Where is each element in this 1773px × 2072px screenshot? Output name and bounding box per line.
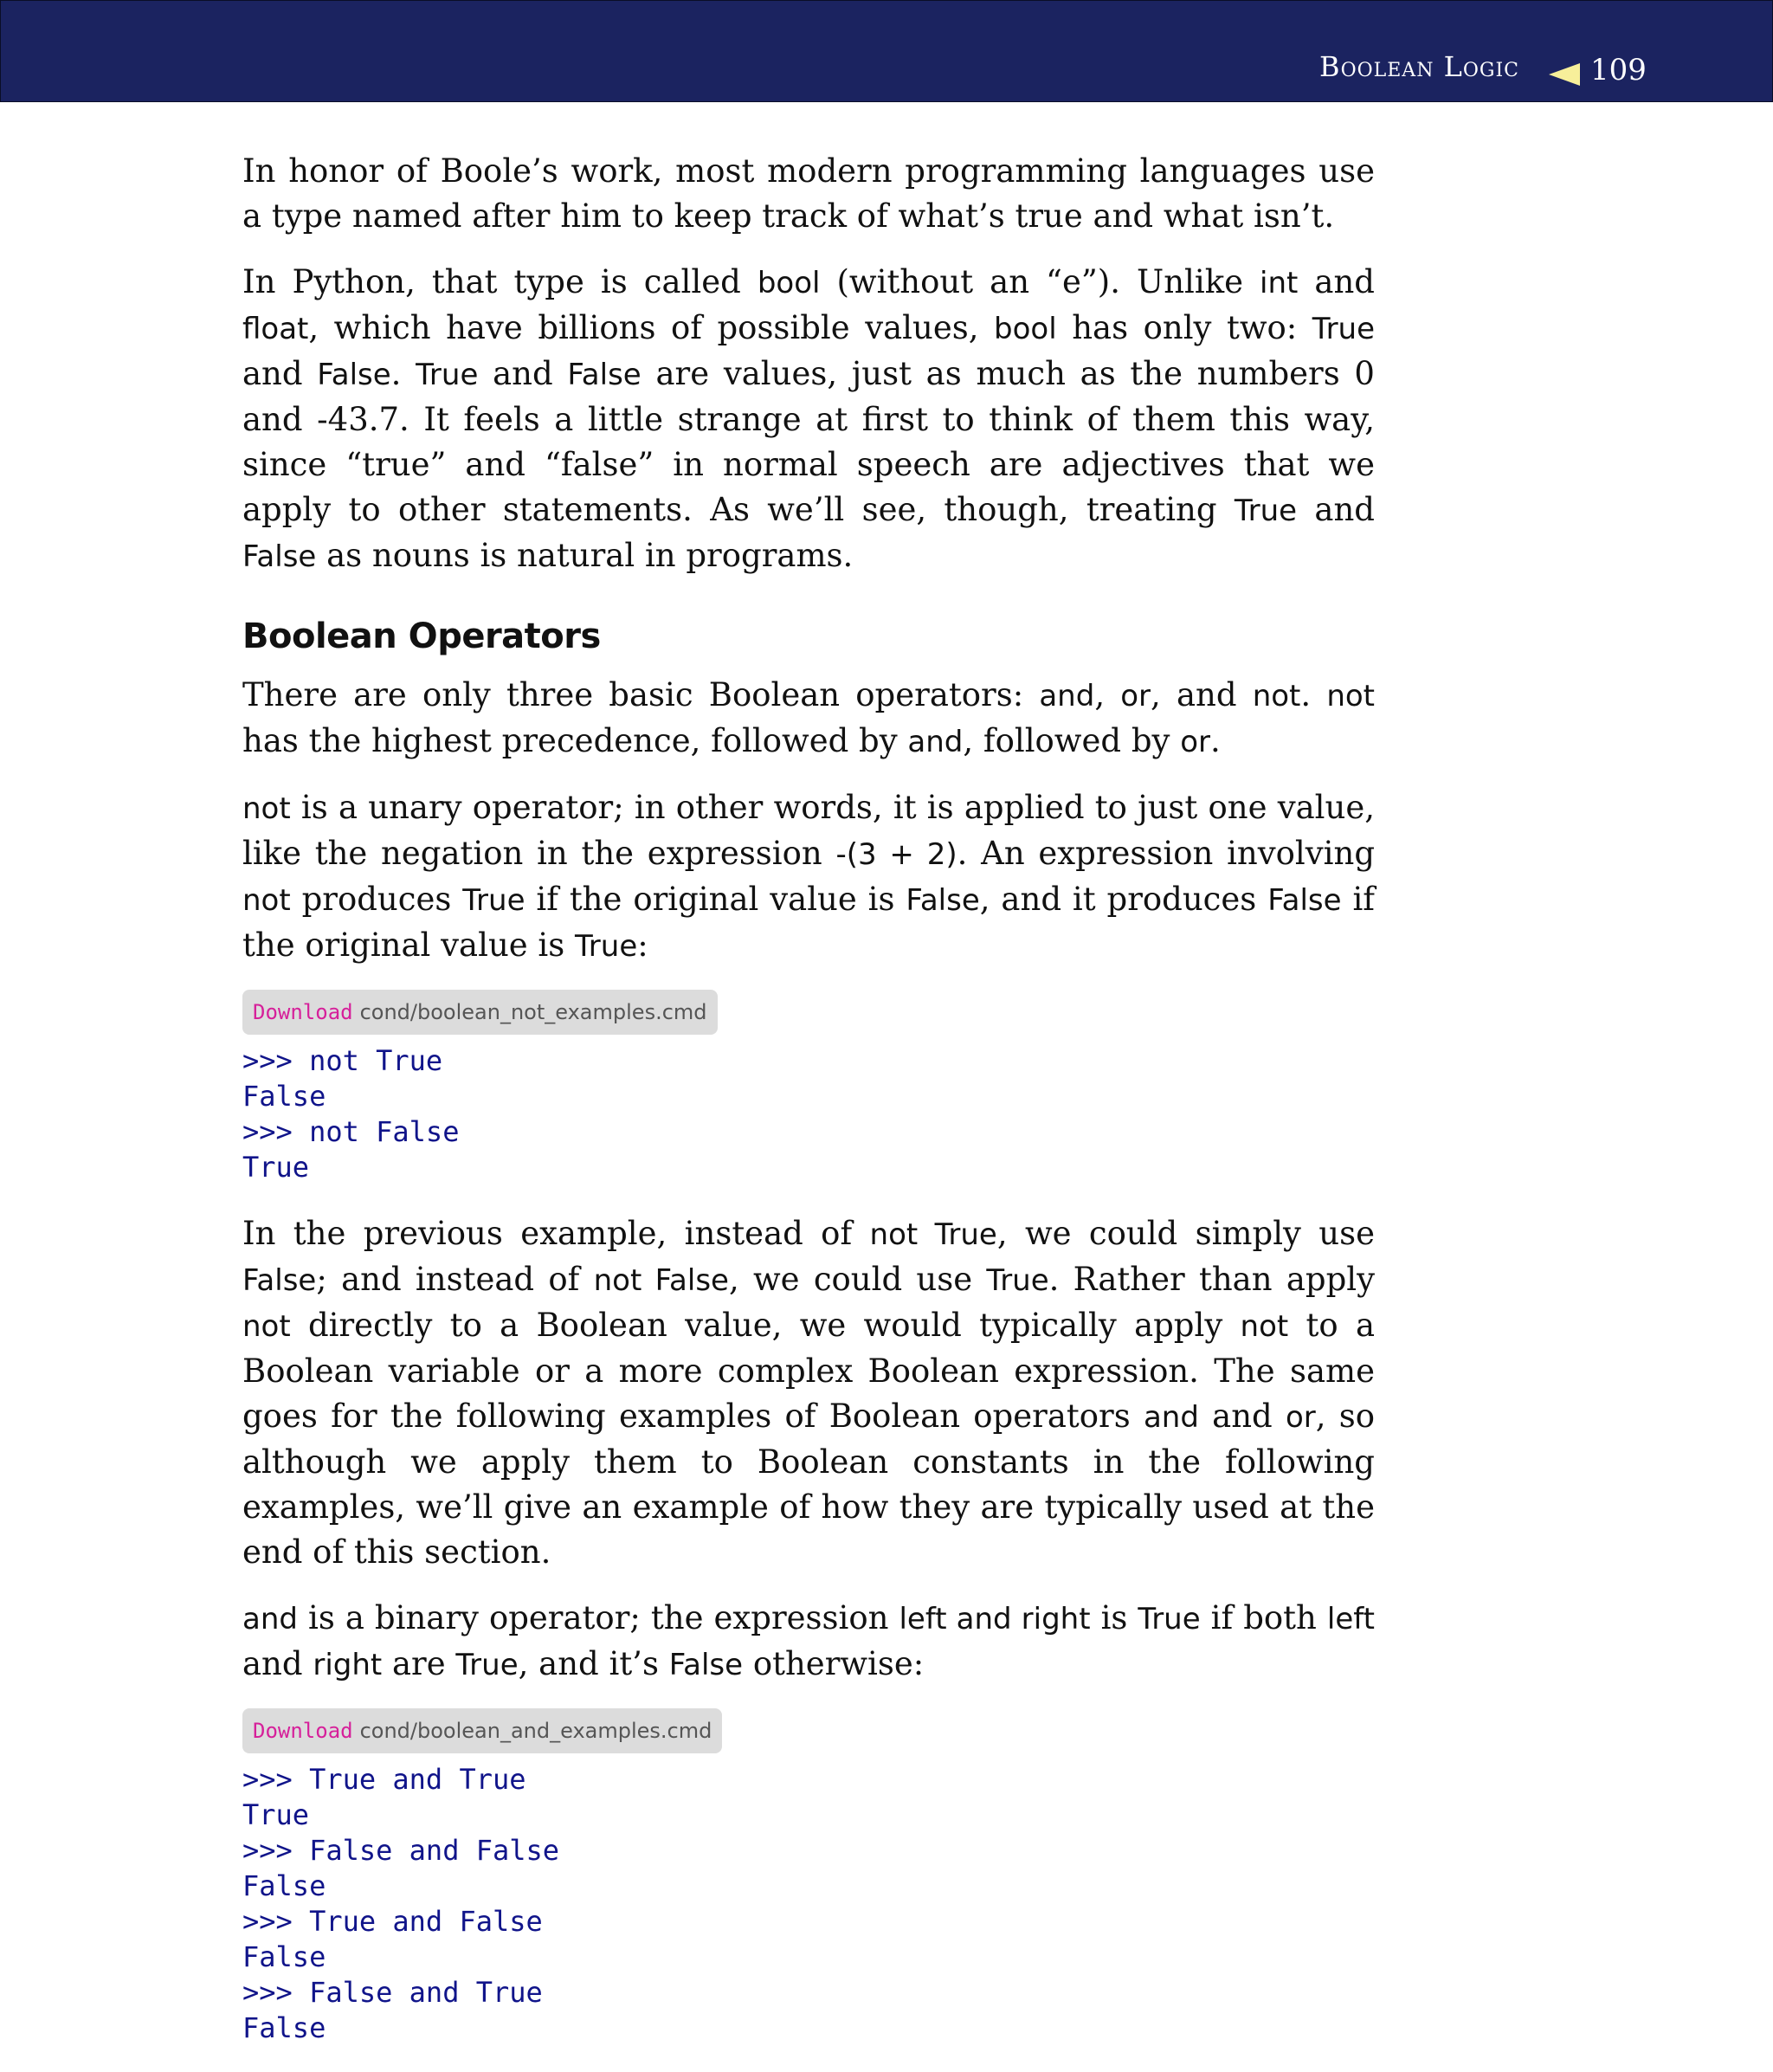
text-run: : xyxy=(637,926,648,964)
text-run: produces xyxy=(290,881,463,918)
text-run: and xyxy=(1198,1397,1286,1435)
code-line: >>> True and False xyxy=(242,1905,543,1938)
inline-code: False xyxy=(567,358,642,392)
text-run: , which have billions of possible values, xyxy=(308,309,995,346)
code-line: True xyxy=(242,1151,310,1184)
inline-code: not xyxy=(242,1309,291,1344)
inline-code: int xyxy=(1260,266,1299,300)
inline-code: False xyxy=(1267,883,1342,918)
text-run: , we could simply use xyxy=(996,1215,1376,1252)
code-line: >>> False and False xyxy=(242,1834,560,1867)
inline-code: False xyxy=(906,883,980,918)
text-run: is a binary operator; the expression xyxy=(297,1599,899,1636)
text-run: In Python, that type is called xyxy=(242,263,758,300)
download-link-and-examples[interactable] xyxy=(242,1708,722,1753)
code-line: True xyxy=(242,1798,310,1831)
text-run: . xyxy=(390,355,416,392)
inline-code: or xyxy=(1285,1400,1316,1435)
text-run: is xyxy=(1090,1599,1138,1636)
inline-code: False xyxy=(242,539,317,574)
text-run: are xyxy=(382,1645,456,1682)
page-content xyxy=(242,149,1375,2072)
inline-code: and xyxy=(1143,1400,1199,1435)
text-run: , we could use xyxy=(728,1261,987,1298)
inline-code: bool xyxy=(757,266,821,300)
paragraph-and-operator xyxy=(242,1596,1375,1688)
code-block-not-examples xyxy=(242,1043,1375,1185)
text-run: has only two: xyxy=(1056,309,1312,346)
inline-code: not xyxy=(1240,1309,1289,1344)
text-run: . xyxy=(1209,722,1221,759)
code-line: False xyxy=(242,2011,326,2044)
inline-code: left and right xyxy=(899,1602,1091,1636)
text-run: and xyxy=(242,1645,313,1682)
code-block-and-examples xyxy=(242,1762,1375,2046)
page-header xyxy=(0,0,1773,102)
text-run: are values, just as much as the numbers 0 and -43.7. It feels a little strange at first to think of them this way, since “true” and “false” in normal speech are adjectives that we apply to other statements. As we’ll see, though, treating xyxy=(242,355,1375,528)
inline-code: and xyxy=(242,1602,298,1636)
text-run: , and it produces xyxy=(979,881,1268,918)
text-run: if the original value is xyxy=(242,881,1375,964)
inline-code: not True xyxy=(869,1217,997,1252)
text-run: and xyxy=(478,355,568,392)
text-run: , xyxy=(1094,676,1121,713)
text-run: otherwise: xyxy=(743,1645,925,1682)
inline-code: or xyxy=(1180,725,1210,759)
text-run: In the previous example, instead of xyxy=(242,1215,870,1252)
inline-code: False xyxy=(242,1263,317,1298)
inline-code: not xyxy=(1252,679,1301,713)
text-run: directly to a Boolean value, we would typically apply xyxy=(290,1307,1241,1344)
code-line: >>> not True xyxy=(242,1044,443,1077)
code-line: False xyxy=(242,1080,326,1113)
inline-code: True xyxy=(462,883,525,918)
text-run: if the original value is xyxy=(525,881,906,918)
code-line: >>> False and True xyxy=(242,1976,543,2009)
inline-code: True xyxy=(575,929,638,964)
inline-code: bool xyxy=(994,312,1057,346)
paragraph-boole-honor: In honor of Boole’s work, most modern programming languages use a type named after him to keep track of what’s true and what isn’t. xyxy=(242,152,1375,235)
text-run: (without an “e”). Unlike xyxy=(820,263,1260,300)
inline-code: False xyxy=(668,1648,744,1682)
text-run: There are only three basic Boolean operators: xyxy=(242,676,1040,713)
text-run: . Rather than apply xyxy=(1048,1261,1376,1298)
paragraph-operators xyxy=(242,673,1375,765)
download-link-not-examples[interactable] xyxy=(242,990,718,1035)
text-run: , so although we apply them to Boolean constants in the following examples, we’ll give an example of how they are typically used at the end of this section. xyxy=(242,1397,1375,1571)
inline-code: True xyxy=(1234,494,1298,528)
running-head-title: Boolean Logic xyxy=(1319,50,1519,83)
inline-code: not xyxy=(1326,679,1376,713)
code-line: >>> not False xyxy=(242,1115,460,1148)
code-line: >>> True and True xyxy=(242,1763,526,1796)
text-run: and xyxy=(1297,491,1375,528)
inline-code: float xyxy=(242,312,309,346)
inline-code: not xyxy=(242,883,291,918)
text-run: , and xyxy=(1151,676,1253,713)
download-file-path: cond/boolean_not_examples.cmd xyxy=(359,1000,707,1024)
text-run: is a unary operator; in other words, it is applied to just one value, like the negation in the expression xyxy=(242,789,1375,872)
inline-code: not xyxy=(242,791,291,826)
text-run: as nouns is natural in programs. xyxy=(316,537,854,574)
text-run: to a Boolean variable or a more complex Boolean expression. The same goes for the following examples of Boolean operators xyxy=(242,1307,1375,1435)
inline-code: left xyxy=(1326,1602,1375,1636)
inline-code: True xyxy=(986,1263,1049,1298)
paragraph-bool-type xyxy=(242,260,1375,579)
code-line: False xyxy=(242,1940,326,1973)
download-label: Download xyxy=(253,1000,353,1024)
text-run: if both xyxy=(1200,1599,1327,1636)
text-run: and xyxy=(242,355,318,392)
text-run: , followed by xyxy=(963,722,1181,759)
inline-code: True xyxy=(455,1648,519,1682)
page-number: 109 xyxy=(1590,53,1647,87)
inline-code: not False xyxy=(593,1263,729,1298)
inline-code: True xyxy=(1312,312,1376,346)
download-label: Download xyxy=(253,1719,353,1743)
text-run: , and it’s xyxy=(518,1645,669,1682)
code-line: False xyxy=(242,1869,326,1902)
inline-code: or xyxy=(1120,679,1151,713)
paragraph-not-operator xyxy=(242,785,1375,969)
text-run: has the highest precedence, followed by xyxy=(242,722,908,759)
inline-code: right xyxy=(313,1648,383,1682)
inline-code: True xyxy=(1138,1602,1201,1636)
download-file-path: cond/boolean_and_examples.cmd xyxy=(359,1719,712,1743)
paragraph-previous-example xyxy=(242,1211,1375,1575)
inline-code: and xyxy=(1039,679,1095,713)
inline-code: True xyxy=(416,358,479,392)
triangle-left-icon xyxy=(1549,63,1580,86)
inline-code: and xyxy=(907,725,964,759)
text-run: . An expression involving xyxy=(957,835,1375,872)
text-run: . xyxy=(1300,676,1327,713)
text-run: and xyxy=(1298,263,1375,300)
text-run: ; and instead of xyxy=(316,1261,594,1298)
inline-code: False xyxy=(317,358,391,392)
inline-code: -(3 + 2) xyxy=(835,837,957,872)
section-heading: Boolean Operators xyxy=(242,616,601,656)
